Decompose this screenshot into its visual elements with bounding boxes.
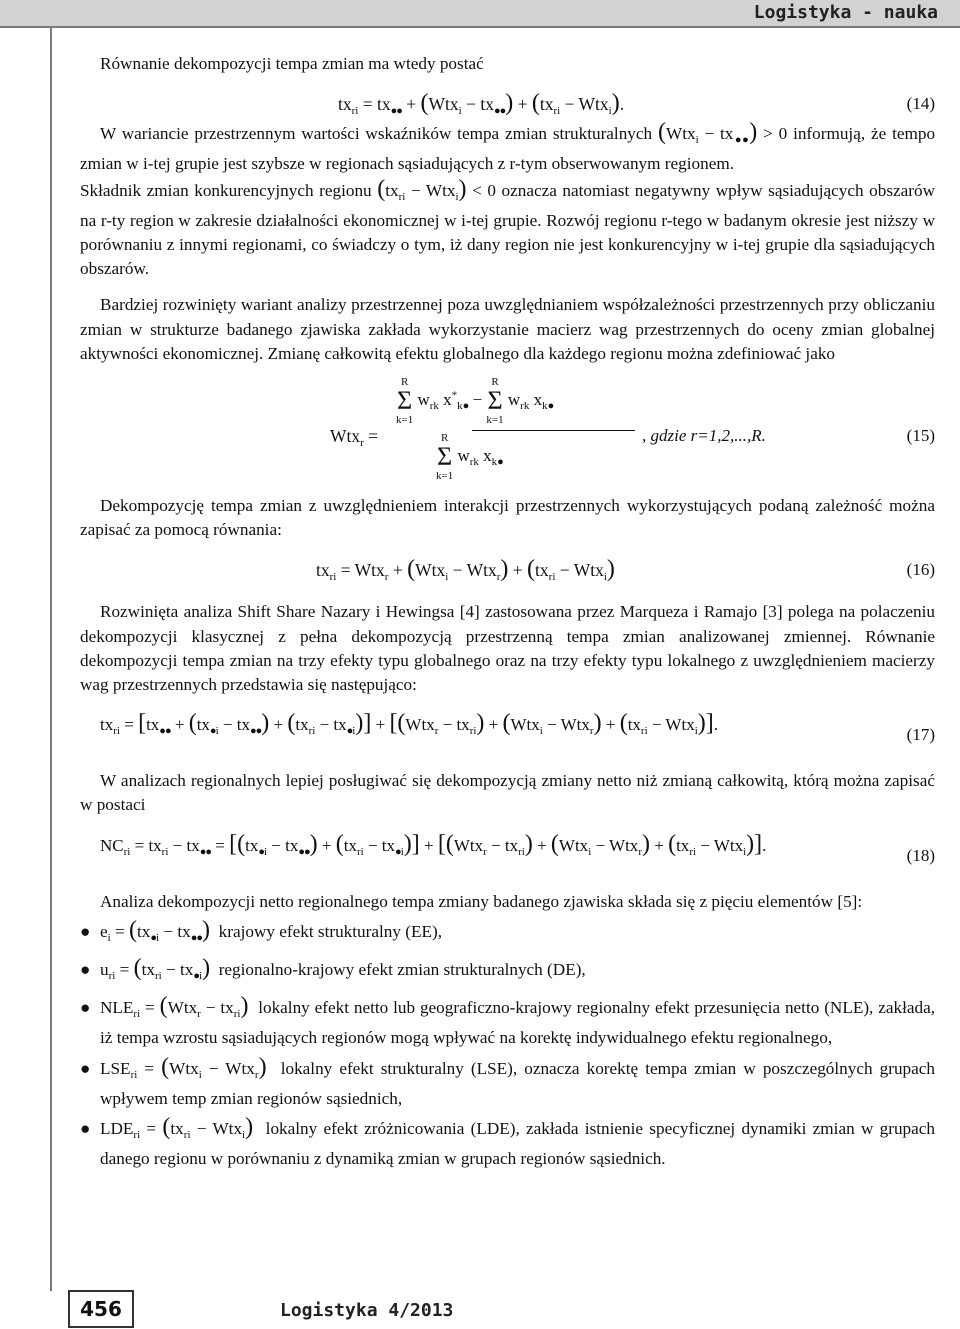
paragraph-8: Analiza dekompozycji netto regionalnego tempa zmiany badanego zjawiska składa się z pięciu elementów [5]: bbox=[100, 891, 863, 911]
list-item: ● $u_{ri} = (tx_{ri} - tx_{●i})$ regionalno-krajowy efekt zmian strukturalnych (DE), bbox=[80, 955, 586, 983]
paragraph-5: Dekompozycję tempa zmian z uwzględnieniem interakcji przestrzennych wykorzystujących podaną zależność można zapisać za pomocą równania: bbox=[80, 496, 935, 540]
equation-16-formula: $tx_{ri} = Wtx_r + (Wtx_i - Wtx_r) + (tx_{ri} - Wtx_i)$ bbox=[316, 556, 615, 584]
list-item: ● $LDE_{ri} = (tx_{ri} - Wtx_i)$ lokalny efekt zróżnicowania (LDE), zakłada istnienie specyficznej dynamiki zmian w grupach danego regionu w porównaniu z dynamiką zmian w grupach regionów sąsiednich. bbox=[80, 1114, 935, 1169]
header-rule bbox=[0, 26, 960, 28]
equation-16-number: (16) bbox=[906, 560, 935, 580]
list-item: ● $LSE_{ri} = (Wtx_i - Wtx_r)$ lokalny efekt strukturalny (LSE), oznacza korektę tempa zmian w poszczególnych grupach wpływem temp zmian regionów sąsiednich, bbox=[80, 1053, 936, 1108]
paragraph-1: Równanie dekompozycji tempa zmian ma wtedy postać bbox=[100, 54, 484, 73]
header-title: Logistyka - nauka bbox=[753, 2, 938, 23]
equation-18-number: (18) bbox=[906, 845, 935, 865]
journal-footer: Logistyka 4/2013 bbox=[280, 1300, 454, 1321]
elements-list bbox=[80, 916, 936, 1172]
equation-14 bbox=[80, 88, 935, 122]
paragraph-6: Rozwinięta analiza Shift Share Nazary i Hewingsa [4] zastosowana przez Marqueza i Ramajo [3] polega na polaczeniu dekompozycji klasycznej z pełna dekompozycją przestrzenną tempa zmian analizowanej zmiennej. Równanie dekompozycji tempa zmian na trzy efekty typu globalnego oraz na trzy efekty typu lokalnego z uwzględnieniem macierzy wag przestrzennych przedstawia się następująco: bbox=[80, 602, 935, 695]
list-item: ● $NLE_{ri} = (Wtx_r - tx_{ri})$ lokalny efekt netto lub geograficzno-krajowy regionalny efekt przesunięcia netto (NLE), zakłada, iż tempa wzrostu sąsiadujących regionów mogą wpływać na korektę indywidualnego efektu regionalnego, bbox=[80, 993, 936, 1048]
equation-15-numerator: R Σ k=1 $w_{rk}$ $x^*_{k●} - R$ Σ k=1 $w_{rk}$ $x_{k●}$ bbox=[396, 376, 554, 427]
equation-15-lhs: Wtx$_r$ = bbox=[330, 426, 379, 450]
equation-15-number: (15) bbox=[906, 426, 935, 446]
left-margin-rule bbox=[50, 28, 52, 1291]
equation-17-number: (17) bbox=[906, 725, 935, 745]
paragraph-7: W analizach regionalnych lepiej posługiwać się dekompozycją zmiany netto niż zmianą całkowitą, którą można zapisać w postaci bbox=[80, 771, 935, 815]
equation-17-formula: $tx_{ri} = [tx_{●●} + (tx_{●i} - tx_{●●}) + (tx_{ri} - tx_{●i})] + [(Wtx_r - tx_{ri}) + (Wtx_i - Wtx_r) + (tx_{ri} - Wtx_i)]$. bbox=[100, 710, 719, 738]
page-number: 456 bbox=[68, 1290, 134, 1328]
equation-14-number: (14) bbox=[906, 94, 935, 114]
equation-17 bbox=[80, 709, 935, 757]
equation-15-denominator: R Σ k=1 $w_{rk}$ $x_{k●}$ bbox=[436, 432, 503, 483]
equation-18 bbox=[80, 830, 935, 878]
equation-16 bbox=[80, 554, 935, 588]
article-body bbox=[80, 52, 935, 1171]
equation-14-formula: $tx_{ri} = tx_{●●} + (Wtx_i - tx_{●●}) + (tx_{ri} - Wtx_i)$. bbox=[338, 90, 625, 118]
list-item: ● $e_i = (tx_{●i} - tx_{●●})$ krajowy efekt strukturalny (EE), bbox=[80, 916, 443, 944]
equation-15 bbox=[80, 374, 935, 494]
paragraph-4: Bardziej rozwinięty wariant analizy przestrzennej poza uwzględnianiem współzależności przestrzennych przy obliczaniu zmian w strukturze badanego zjawiska zakłada wykorzystanie macierz wag przestrzennych do oceny zmian globalnej aktywności ekonomicznej. Zmianę całkowitą efektu globalnego dla każdego regionu można zdefiniować jako bbox=[80, 295, 935, 363]
equation-15-fraction-bar bbox=[472, 430, 635, 431]
equation-15-condition: , gdzie r=1,2,...,R. bbox=[642, 426, 766, 446]
paragraph-3: Składnik zmian konkurencyjnych regionu $(tx_{ri} - Wtx_i) < 0$ oznacza natomiast negatywny wpływ sąsiadujących obszarów na r-ty region w zakresie działalności ekonomicznej w i-tej grupie. Rozwój regionu r-tego w badanym okresie jest niższy w porównaniu z innymi regionami, co świadczy o tym, iż dany region nie jest konkurencyjny w i-tej grupie dla sąsiadujących obszarów. bbox=[80, 175, 936, 279]
paragraph-2: W wariancie przestrzennym wartości wskaźników tempa zmian strukturalnych $(Wtx_i - tx_{●●}) > 0$ informują, że tempo zmian w i-tej grupie jest szybsze w regionach sąsiadujących z r-tym obserwowanym regionem. bbox=[80, 119, 936, 174]
equation-18-formula: $NC_{ri} = tx_{ri} - tx_{●●} = [(tx_{●i} - tx_{●●}) + (tx_{ri} - tx_{●i})] + [(Wtx_r - tx_{ri}) + (Wtx_i - Wtx_r) + (tx_{ri} - Wtx_i)]$. bbox=[100, 830, 767, 858]
